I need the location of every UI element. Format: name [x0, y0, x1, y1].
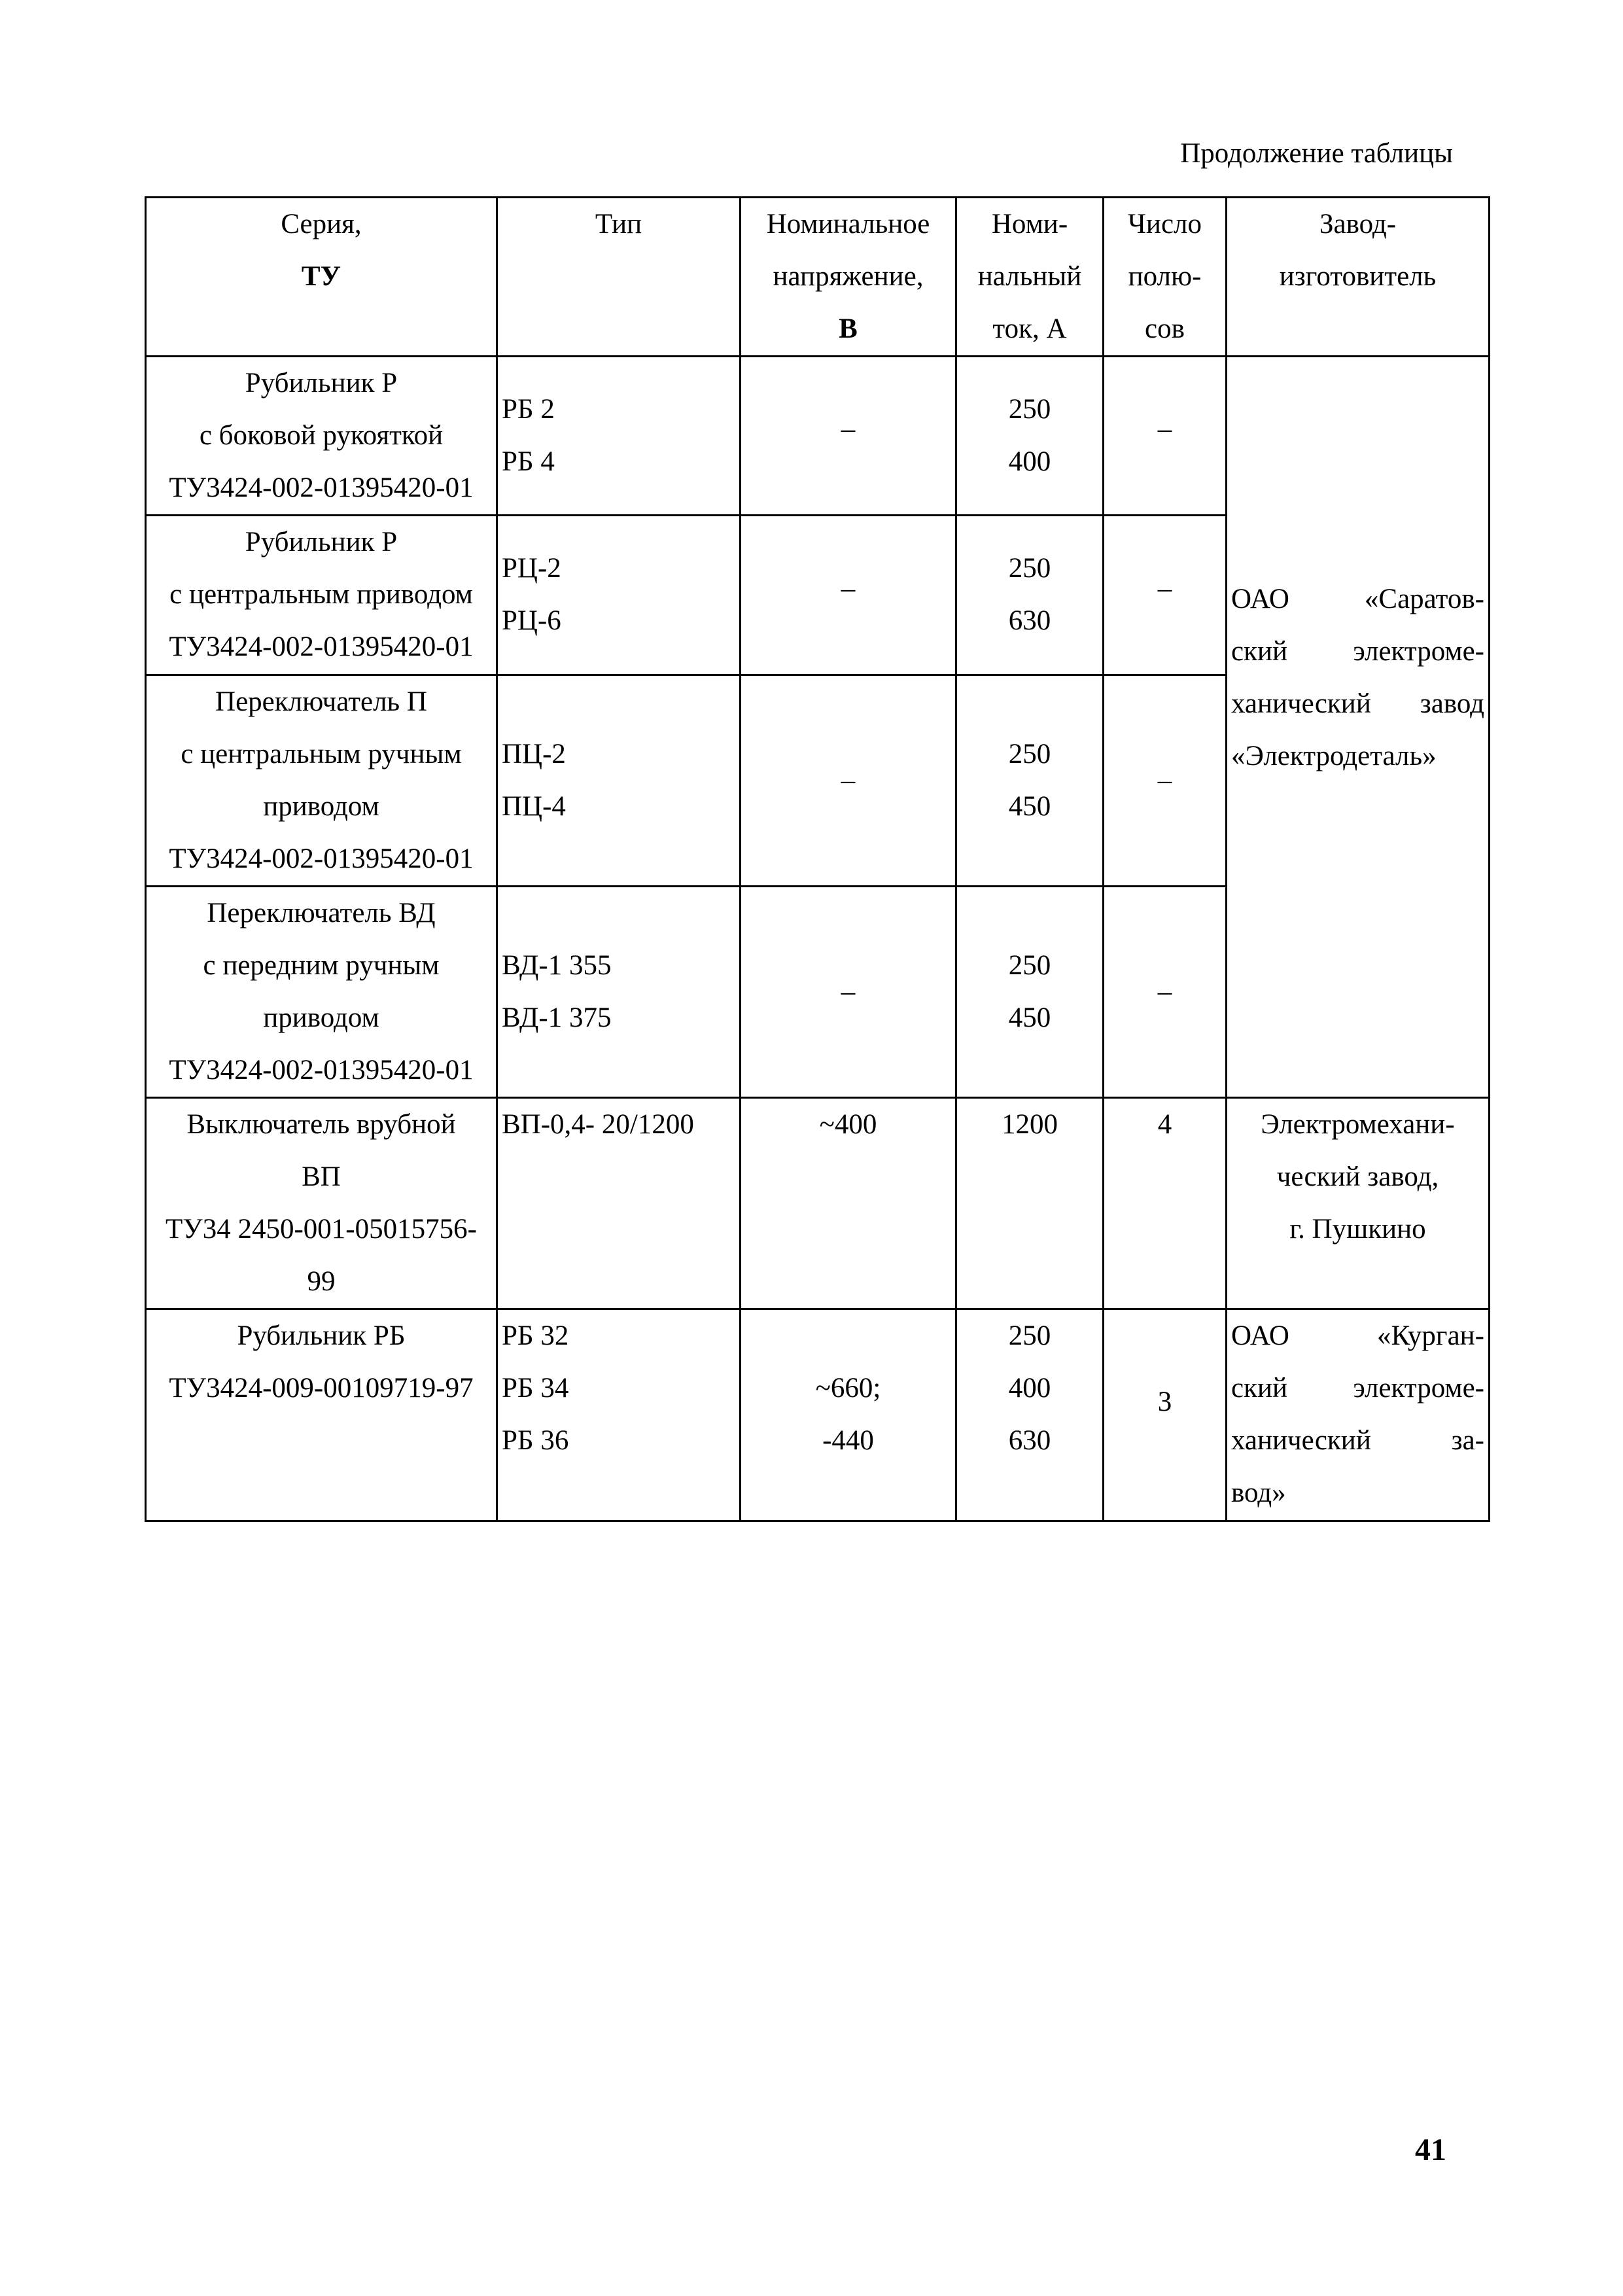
- switchgear-table: [145, 196, 1490, 1522]
- cell-type: РБ 2 РБ 4: [497, 357, 741, 516]
- cell-poles: –: [1104, 516, 1227, 675]
- table-row: [146, 357, 1490, 516]
- table-row: [146, 1098, 1490, 1309]
- header-poles: Число полю- сов: [1104, 198, 1227, 357]
- table-row: [146, 1309, 1490, 1521]
- table-continuation-caption: Продолжение таблицы: [1180, 138, 1453, 169]
- cell-voltage: –: [741, 357, 956, 516]
- header-maker: Завод- изготовитель: [1227, 198, 1490, 357]
- cell-poles: –: [1104, 675, 1227, 887]
- cell-voltage: –: [741, 675, 956, 887]
- cell-current: 250 400 630: [956, 1309, 1104, 1521]
- cell-current: 250 630: [956, 516, 1104, 675]
- cell-poles: –: [1104, 357, 1227, 516]
- cell-type: РЦ-2 РЦ-6: [497, 516, 741, 675]
- cell-series: Переключатель П с центральным ручным приводом ТУ3424-002-01395420-01: [146, 675, 497, 887]
- cell-current: 250 400: [956, 357, 1104, 516]
- cell-series: Рубильник РБ ТУ3424-009-00109719-97: [146, 1309, 497, 1521]
- header-type: Тип: [497, 198, 741, 357]
- cell-series: Рубильник Р с боковой рукояткой ТУ3424-002-01395420-01: [146, 357, 497, 516]
- cell-type: РБ 32 РБ 34 РБ 36: [497, 1309, 741, 1521]
- header-voltage: Номинальное напряжение, В: [741, 198, 956, 357]
- table-header-row: [146, 198, 1490, 357]
- cell-type: ПЦ-2 ПЦ-4: [497, 675, 741, 887]
- cell-maker-shared: ОАО «Саратов- ский электроме- ханический завод «Электродеталь»: [1227, 357, 1490, 1098]
- cell-series: Выключатель врубной ВП ТУ34 2450-001-05015756- 99: [146, 1098, 497, 1309]
- cell-poles: –: [1104, 887, 1227, 1098]
- cell-poles: 3: [1104, 1309, 1227, 1521]
- cell-series: Переключатель ВД с передним ручным приводом ТУ3424-002-01395420-01: [146, 887, 497, 1098]
- cell-type: ВП-0,4- 20/1200: [497, 1098, 741, 1309]
- cell-current: 250 450: [956, 887, 1104, 1098]
- header-series: Серия, ТУ: [146, 198, 497, 357]
- cell-voltage: ~400: [741, 1098, 956, 1309]
- page-number: 41: [1415, 2132, 1446, 2167]
- cell-current: 250 450: [956, 675, 1104, 887]
- cell-poles: 4: [1104, 1098, 1227, 1309]
- cell-voltage: –: [741, 887, 956, 1098]
- cell-voltage: –: [741, 516, 956, 675]
- cell-maker: Электромехани- ческий завод, г. Пушкино: [1227, 1098, 1490, 1309]
- cell-current: 1200: [956, 1098, 1104, 1309]
- cell-voltage: ~660; -440: [741, 1309, 956, 1521]
- cell-type: ВД-1 355 ВД-1 375: [497, 887, 741, 1098]
- cell-series: Рубильник Р с центральным приводом ТУ3424-002-01395420-01: [146, 516, 497, 675]
- header-current: Номи- нальный ток, А: [956, 198, 1104, 357]
- cell-maker: ОАО «Курган- ский электроме- ханический за- вод»: [1227, 1309, 1490, 1521]
